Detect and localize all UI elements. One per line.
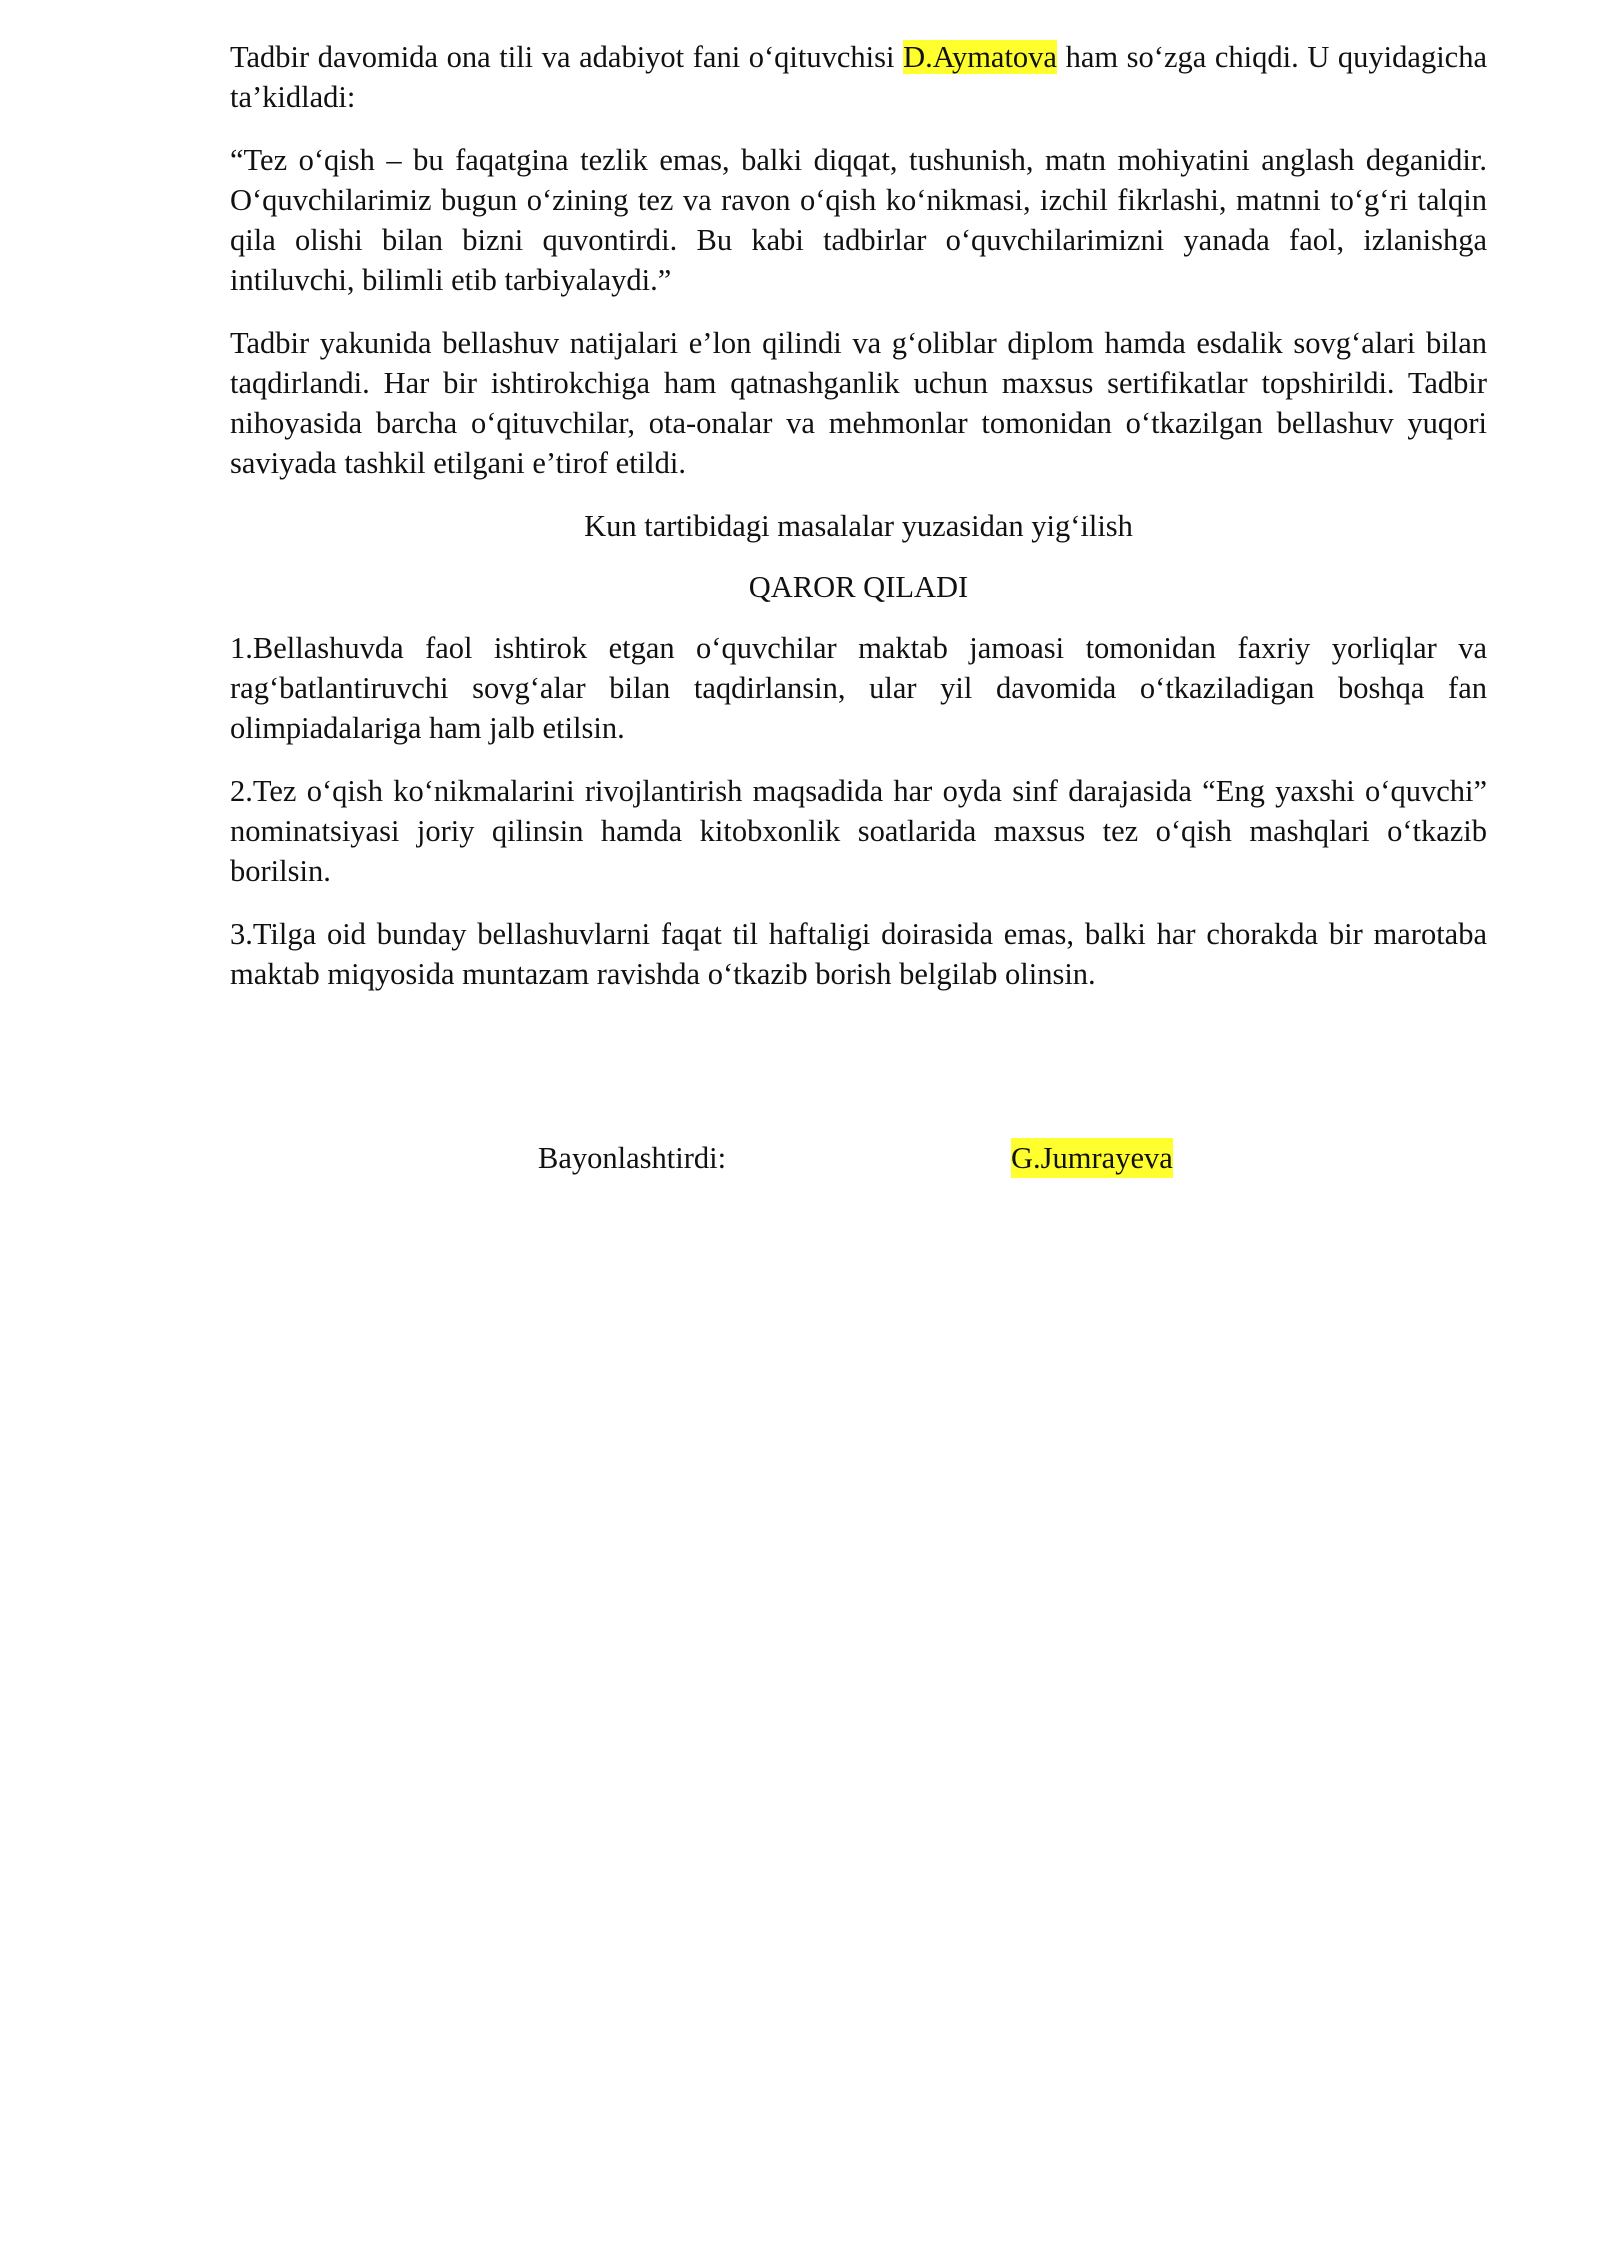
signature-name: G.Jumrayeva: [1011, 1138, 1173, 1178]
decision-heading: QAROR QILADI: [748, 570, 969, 604]
agenda-heading: Kun tartibidagi masalalar yuzasidan yig‘ilish: [584, 509, 1133, 543]
signature-row: [0, 1138, 1600, 1182]
paragraph-speaker-intro: [230, 37, 1487, 117]
decision-item: 1.Bellashuvda faol ishtirok etgan o‘quvchilar maktab jamoasi tomonidan faxriy yorliqlar va rag‘batlantiruvchi sovg‘alar bilan taqdirlansin, ular yil davomida o‘tkaziladigan boshqa fan olimpiadalariga ham jalb etilsin.: [230, 631, 1487, 745]
paragraph-teacher-quote: “Tez o‘qish – bu faqatgina tezlik emas, balki diqqat, tushunish, matn mohiyatini anglash deganidir. O‘quvchilarimiz bugun o‘zining tez va ravon o‘qish ko‘nikmasi, izchil fikrlashi, matnni to‘g‘ri talqin qila olishi bilan bizni quvontirdi. Bu kabi tadbirlar o‘quvchilarimizni yanada faol, izlanishga intiluvchi, bilimli etib tarbiyalaydi.”: [230, 143, 1487, 297]
signature-label: Bayonlashtirdi:: [538, 1141, 727, 1175]
decision-item: 2.Tez o‘qish ko‘nikmalarini rivojlantirish maqsadida har oyda sinf darajasida “Eng yaxshi o‘quvchi” nominatsiyasi joriy qilinsin hamda kitobxonlik soatlarida maxsus tez o‘qish mashqlari o‘tkazib borilsin.: [230, 774, 1487, 888]
decision-item: 3.Tilga oid bunday bellashuvlarni faqat til haftaligi doirasida emas, balki har chorakda bir marotaba maktab miqyosida muntazam ravishda o‘tkazib borish belgilab olinsin.: [230, 917, 1487, 991]
highlighted-teacher-name: D.Aymatova: [903, 40, 1057, 74]
paragraph-event-results: Tadbir yakunida bellashuv natijalari e’lon qilindi va g‘oliblar diplom hamda esdalik sovg‘alari bilan taqdirlandi. Har bir ishtirokchiga ham qatnashganlik uchun maxsus sertifikatlar topshirildi. Tadbir nihoyasida barcha o‘qituvchilar, ota-onalar va mehmonlar tomonidan o‘tkazilgan bellashuv yuqori saviyada tashkil etilgani e’tirof etildi.: [230, 326, 1487, 480]
paragraph-speaker-intro-end: ham so‘zga chiqdi. U quyidagicha ta’kidladi:: [230, 40, 1487, 114]
paragraph-speaker-intro-start: Tadbir davomida ona tili va adabiyot fani o‘qituvchisi: [230, 40, 904, 74]
